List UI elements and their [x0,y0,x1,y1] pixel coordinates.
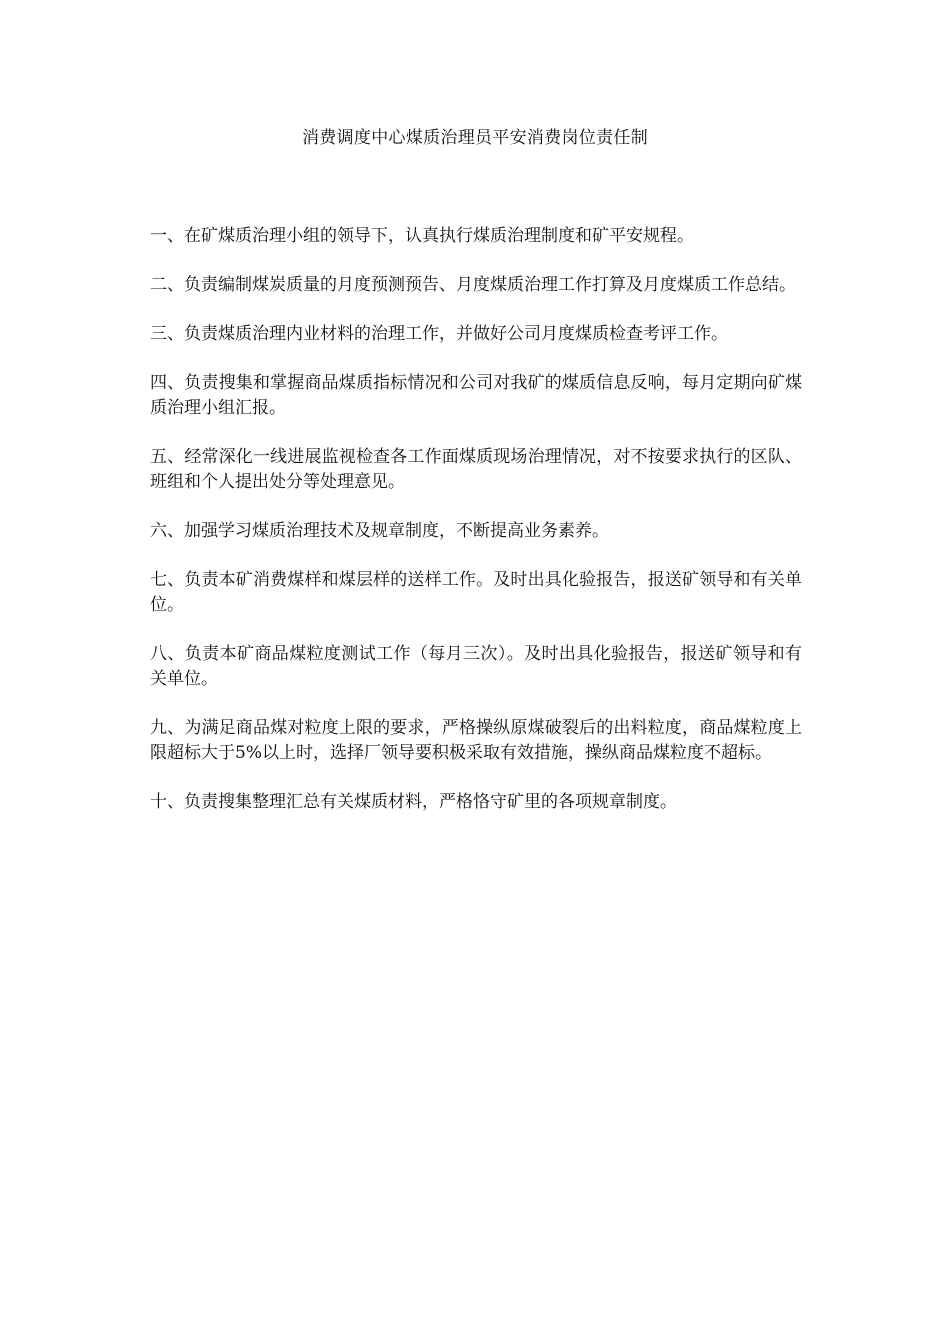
paragraph-1: 一、在矿煤质治理小组的领导下，认真执行煤质治理制度和矿平安规程。 [150,226,694,246]
document-body [150,224,802,839]
paragraph-8: 八、负责本矿商品煤粒度测试工作（每月三次）。及时出具化验报告，报送矿领导和有关单位。 [150,644,802,689]
paragraph-5: 五、经常深化一线进展监视检查各工作面煤质现场治理情况，对不按要求执行的区队、班组和个人提出处分等处理意见。 [150,447,802,492]
document-title: 消费调度中心煤质治理员平安消费岗位责任制 [302,128,648,148]
paragraph-4: 四、负责搜集和掌握商品煤质指标情况和公司对我矿的煤质信息反响，每月定期向矿煤质治理小组汇报。 [150,373,802,418]
paragraph-9: 九、为满足商品煤对粒度上限的要求，严格操纵原煤破裂后的出料粒度，商品煤粒度上限超标大于5%以上时，选择厂领导要积极采取有效措施，操纵商品煤粒度不超标。 [150,718,802,763]
paragraph-6: 六、加强学习煤质治理技术及规章制度，不断提高业务素养。 [150,521,609,541]
paragraph-10: 十、负责搜集整理汇总有关煤质材料，严格恪守矿里的各项规章制度。 [150,792,677,812]
paragraph-3: 三、负责煤质治理内业材料的治理工作，并做好公司月度煤质检查考评工作。 [150,324,728,344]
paragraph-2: 二、负责编制煤炭质量的月度预测预告、月度煤质治理工作打算及月度煤质工作总结。 [150,275,796,295]
paragraph-7: 七、负责本矿消费煤样和煤层样的送样工作。及时出具化验报告，报送矿领导和有关单位。 [150,570,802,615]
